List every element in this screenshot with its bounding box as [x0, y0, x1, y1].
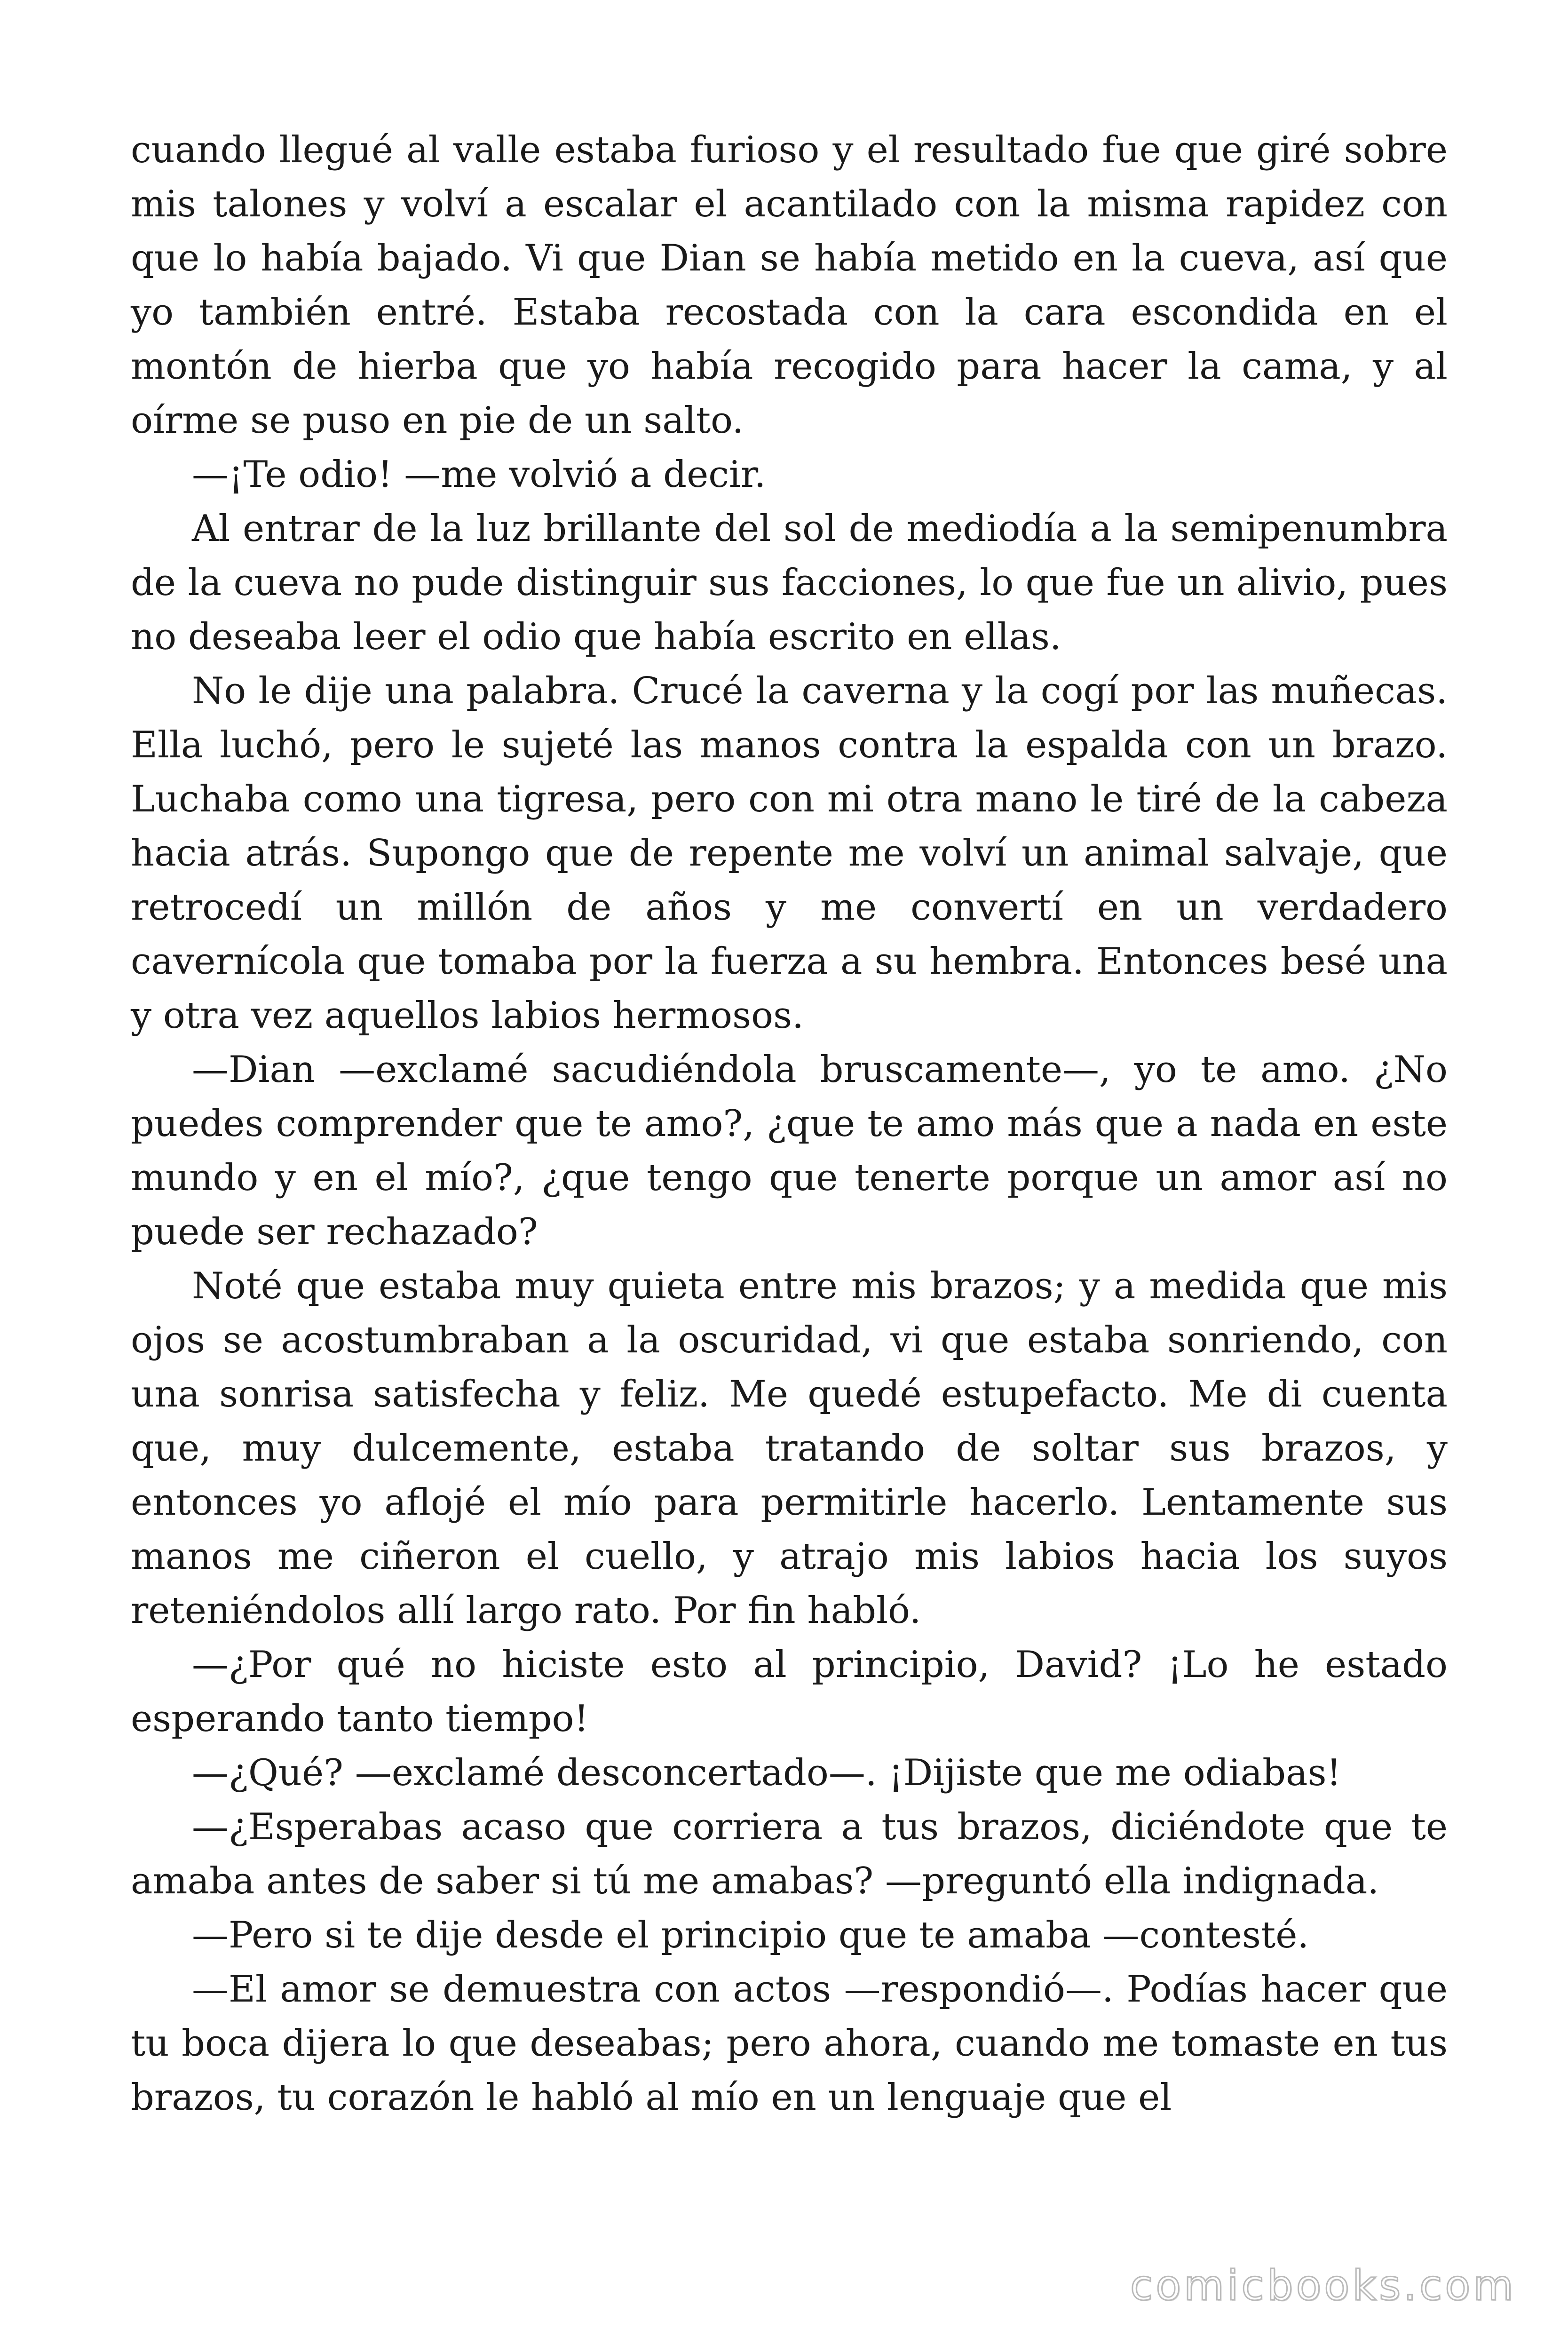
paragraph: No le dije una palabra. Crucé la caverna y la cogí por las muñecas. Ella luchó, pero le sujeté las manos contra la espalda con un brazo. Luchaba como una tigresa, pero con mi otra mano le tiré de la cabeza hacia atrás. Supongo que de repente me volví un animal salvaje, que retrocedí un millón de años y me convertí en un verdadero cavernícola que tomaba por la fuerza a su hembra. Entonces besé una y otra vez aquellos labios hermosos. — [131, 670, 1448, 1037]
paragraph: —¿Por qué no hiciste esto al principio, David? ¡Lo he estado esperando tanto tiempo! — [131, 1644, 1448, 1740]
paragraph: —Dian —exclamé sacudiéndola bruscamente—, yo te amo. ¿No puedes comprender que te amo?, ¿que te amo más que a nada en este mundo y en el mío?, ¿que tengo que tenerte porque un amor así no puede ser rechazado? — [131, 1049, 1448, 1253]
paragraph: Noté que estaba muy quieta entre mis brazos; y a medida que mis ojos se acostumbraban a la oscuridad, vi que estaba sonriendo, con una sonrisa satisfecha y feliz. Me quedé estupefacto. Me di cuenta que, muy dulcemente, estaba tratando de soltar sus brazos, y entonces yo aflojé el mío para permitirle hacerlo. Lentamente sus manos me ciñeron el cuello, y atrajo mis labios hacia los suyos reteniéndolos allí largo rato. Por fin habló. — [131, 1265, 1448, 1632]
paragraph: —Pero si te dije desde el principio que te amaba —contesté. — [192, 1914, 1309, 1956]
paragraph: —¿Esperabas acaso que corriera a tus brazos, diciéndote que te amaba antes de saber si tú me amabas? —preguntó ella indignada. — [131, 1806, 1448, 1902]
paragraph: —El amor se demuestra con actos —respondió—. Podías hacer que tu boca dijera lo que deseabas; pero ahora, cuando me tomaste en tus brazos, tu corazón le habló al mío en un lenguaje que el — [131, 1968, 1448, 2119]
watermark: comicbooks.com — [1130, 2261, 1516, 2310]
paragraph: cuando llegué al valle estaba furioso y el resultado fue que giré sobre mis talones y volví a escalar el acantilado con la misma rapidez con que lo había bajado. Vi que Dian se había metido en la cueva, así que yo también entré. Estaba recostada con la cara escondida en el montón de hierba que yo había recogido para hacer la cama, y al oírme se puso en pie de un salto. — [131, 129, 1448, 442]
paragraph: —¿Qué? —exclamé desconcertado—. ¡Dijiste que me odiabas! — [192, 1752, 1341, 1794]
paragraph: —¡Te odio! —me volvió a decir. — [192, 453, 766, 496]
paragraph: Al entrar de la luz brillante del sol de mediodía a la semipenumbra de la cueva no pude distinguir sus facciones, lo que fue un alivio, pues no deseaba leer el odio que había escrito en ellas. — [131, 508, 1448, 658]
page-body — [131, 123, 1448, 2125]
